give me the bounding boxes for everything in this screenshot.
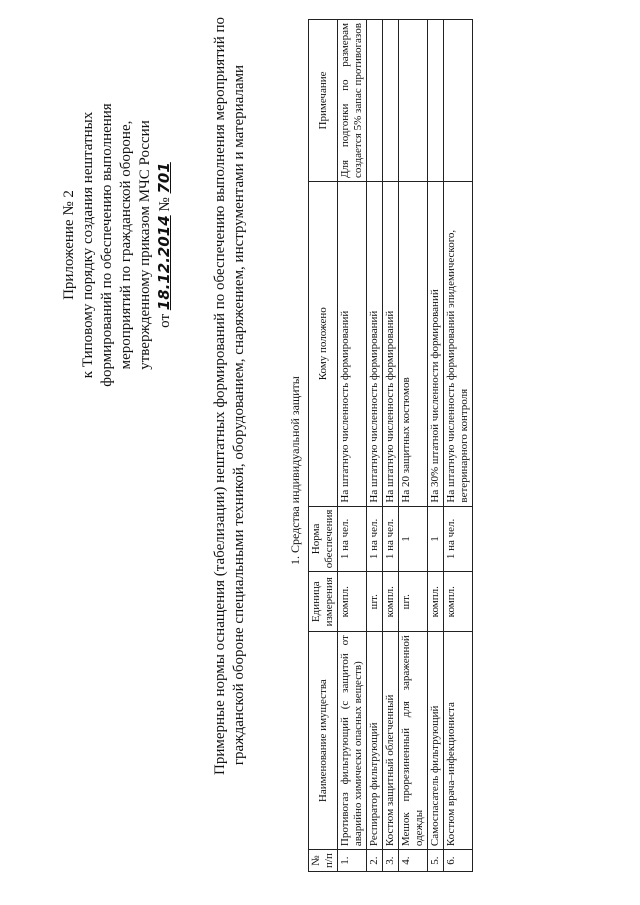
table-header-row: [309, 20, 338, 872]
title-line: гражданской обороне специальными техникой, оборудованием, снаряжением, инструментами и материалами: [231, 64, 247, 766]
cell-unit: компл.: [428, 572, 444, 632]
table-row: [399, 20, 428, 872]
number-prefix: №: [157, 197, 173, 212]
cell-who: На 30% штатной численности формирований: [428, 181, 444, 506]
header-note: Примечание: [309, 20, 338, 182]
header-num: № п/п: [309, 850, 338, 872]
appendix-line: мероприятий по гражданской обороне,: [118, 120, 134, 370]
cell-unit: шт.: [399, 572, 428, 632]
cell-unit: компл.: [338, 572, 367, 632]
handwritten-date: 18.12.2014: [155, 215, 173, 311]
cell-name: Респиратор фильтрующий: [367, 632, 383, 850]
table-row: [338, 20, 367, 872]
appendix-line: к Типовому порядку создания нештатных: [80, 111, 96, 379]
appendix-date-line: [155, 15, 175, 475]
table-row: [383, 20, 399, 872]
cell-num: 1.: [338, 850, 367, 872]
cell-note: Для подгонки по размерам создается 5% запас противогазов: [338, 20, 367, 182]
cell-name: Самоспасатель фильтрующий: [428, 632, 444, 850]
cell-note: [383, 20, 399, 182]
cell-who: На штатную численность формирований эпидемического, ветеринарного контроля: [444, 181, 473, 506]
cell-norm: 1: [428, 506, 444, 572]
cell-unit: шт.: [367, 572, 383, 632]
cell-norm: 1 на чел.: [383, 506, 399, 572]
section-heading: 1. Средства индивидуальной защиты: [288, 376, 302, 565]
cell-who: На штатную численность формирований: [367, 181, 383, 506]
document-title: [211, 17, 249, 775]
cell-who: На штатную численность формирований: [383, 181, 399, 506]
cell-unit: компл.: [383, 572, 399, 632]
table-row: [367, 20, 383, 872]
cell-who: На штатную численность формирований: [338, 181, 367, 506]
table-row: [444, 20, 473, 872]
cell-name: Костюм врача–инфекциониста: [444, 632, 473, 850]
cell-note: [444, 20, 473, 182]
cell-num: 3.: [383, 850, 399, 872]
cell-norm: 1: [399, 506, 428, 572]
appendix-number: Приложение № 2: [61, 190, 77, 300]
cell-norm: 1 на чел.: [338, 506, 367, 572]
cell-unit: компл.: [444, 572, 473, 632]
cell-norm: 1 на чел.: [444, 506, 473, 572]
appendix-line: утвержденному приказом МЧС России: [137, 120, 153, 370]
header-name: Наименование имущества: [309, 632, 338, 850]
cell-name: Костюм защитный облегченный: [383, 632, 399, 850]
cell-num: 4.: [399, 850, 428, 872]
table-row: [428, 20, 444, 872]
cell-name: Противогаз фильтрующий (с защитой от аварийно химически опасных веществ): [338, 632, 367, 850]
cell-name: Мешок прорезиненный для зараженной одежды: [399, 632, 428, 850]
header-who: Кому положено: [309, 181, 338, 506]
header-norm: Норма обеспечения: [309, 506, 338, 572]
cell-num: 5.: [428, 850, 444, 872]
cell-note: [428, 20, 444, 182]
cell-note: [367, 20, 383, 182]
title-line: Примерные нормы оснащения (табелизации) нештатных формирований по обеспечению выполнения мероприятий по: [212, 17, 228, 775]
handwritten-number: 701: [155, 162, 173, 194]
date-prefix: от: [157, 313, 173, 328]
cell-num: 6.: [444, 850, 473, 872]
cell-who: На 20 защитных костюмов: [399, 181, 428, 506]
cell-note: [399, 20, 428, 182]
appendix-line: формирований по обеспечению выполнения: [99, 103, 115, 387]
appendix-header: [60, 15, 175, 475]
header-unit: Единица измерения: [309, 572, 338, 632]
norms-table: [308, 19, 473, 872]
cell-norm: 1 на чел.: [367, 506, 383, 572]
cell-num: 2.: [367, 850, 383, 872]
